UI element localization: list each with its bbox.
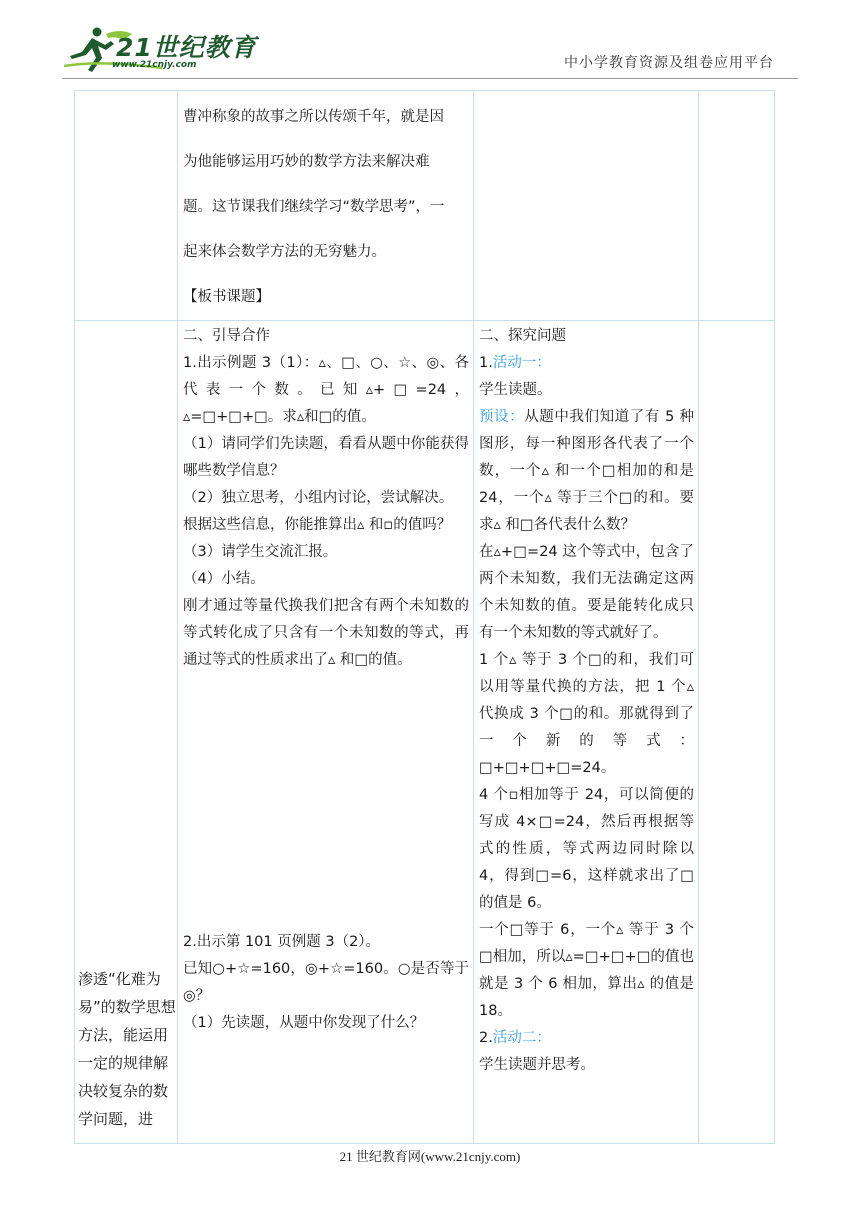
preset-label: 预设：	[479, 409, 525, 425]
paragraph: （4）小结。	[183, 571, 265, 587]
intro-line: 为他能够运用巧妙的数学方法来解决难	[183, 154, 430, 170]
platform-title: 中小学教育资源及组卷应用平台	[564, 55, 774, 71]
student-activity-cell	[474, 321, 699, 1144]
table-row	[75, 91, 775, 321]
paragraph: 预设：从题中我们知道了有 5 种图形，每一种图形各代表了一个数，一个▵ 和一个□相加的和是 24，一个▵ 等于三个□的和。要求▵ 和□各代表什么数？	[479, 409, 694, 533]
remark-cell	[699, 321, 775, 1144]
design-intent-text: 渗透“化难为易”的数学思想方法，能运用一定的规律解决较复杂的数学问题，进	[78, 970, 176, 1128]
student-cell	[474, 91, 699, 321]
logo-text: 21世纪教育	[116, 33, 257, 62]
header-divider	[62, 78, 798, 79]
board-title: 【板书课题】	[183, 289, 270, 305]
page-header	[0, 0, 860, 90]
paragraph: （3）请学生交流汇报。	[183, 544, 338, 560]
paragraph: 已知○+☆=160，◎+☆=160。○是否等于◎？	[183, 961, 469, 1004]
note-cell	[75, 91, 178, 321]
paragraph: 根据这些信息，你能推算出▵ 和▫的值吗？	[183, 517, 452, 533]
remark-cell	[699, 91, 775, 321]
section-heading: 二、探究问题	[479, 328, 566, 344]
logo-url: www.21cnjy.com	[112, 60, 197, 70]
intro-line: 曹冲称象的故事之所以传颂千年，就是因	[183, 109, 444, 125]
page-footer: 21 世纪教育网(www.21cnjy.com)	[339, 1149, 521, 1164]
intro-line: 起来体会数学方法的无穷魅力。	[183, 244, 386, 260]
paragraph: 在▵+□=24 这个等式中，包含了两个未知数，我们无法确定这两个未知数的值。要是能转化成只有一个未知数的等式就好了。	[479, 544, 694, 641]
activity-two-label: 活动二：	[492, 1030, 551, 1046]
section-heading: 二、引导合作	[183, 328, 270, 344]
activity-one-label: 活动一：	[492, 355, 551, 371]
paragraph: （1）请同学们先读题，看看从题中你能获得哪些数学信息？	[183, 436, 469, 479]
lesson-table	[74, 90, 775, 1144]
intro-line: 题。这节课我们继续学习“数学思考”，一	[183, 199, 445, 215]
paragraph: 刚才通过等量代换我们把含有两个未知数的等式转化成了只含有一个未知数的等式，再通过等式的性质求出了▵ 和□的值。	[183, 598, 469, 668]
intro-cell	[178, 91, 474, 321]
teacher-activity-cell	[178, 321, 474, 1144]
paragraph: （1）先读题，从题中你发现了什么？	[183, 1015, 425, 1031]
paragraph: 学生读题。	[479, 382, 552, 398]
paragraph: 一个□等于 6，一个▵ 等于 3 个□相加，所以▵=□+□+□的值也就是 3 个 6 相加，算出▵ 的值是 18。	[479, 922, 694, 1019]
paragraph: 4 个▫相加等于 24，可以简便的写成 4×□=24，然后再根据等式的性质，等式两边同时除以 4，得到□=6，这样就求出了□的值是 6。	[479, 787, 694, 911]
activity-label: 1.活动一：	[479, 355, 551, 371]
note-cell	[75, 321, 178, 1144]
spacer	[183, 674, 469, 929]
paragraph: （2）独立思考，小组内讨论，尝试解决。	[183, 490, 454, 506]
paragraph: 2.出示第 101 页例题 3（2）。	[183, 934, 381, 950]
paragraph: 学生读题并思考。	[479, 1057, 595, 1073]
paragraph: 1 个▵ 等于 3 个□的和，我们可以用等量代换的方法，把 1 个▵ 代换成 3 个□的和。那就得到了一个新的等式：□+□+□+□=24。	[479, 652, 694, 776]
table-row	[75, 321, 775, 1144]
paragraph: 1.出示例题 3（1）：▵、□、○、☆、◎、各代表一个数。已知▵+□=24，▵=□+□+□。求▵和□的值。	[183, 355, 469, 425]
activity-label: 2.活动二：	[479, 1030, 551, 1046]
